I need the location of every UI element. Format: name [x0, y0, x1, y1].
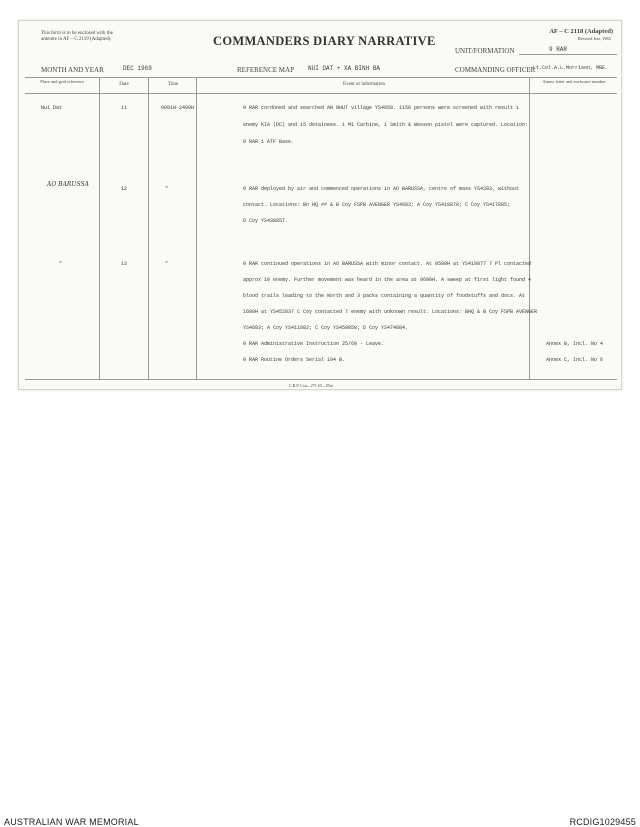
enclosure-note — [41, 31, 113, 43]
month-label: MONTH AND YEAR — [41, 66, 104, 74]
row2-line3: D Coy YS438857. — [243, 218, 289, 224]
extra-annex-1: Annex B, Incl. No 4 — [546, 341, 604, 347]
extra-annex-2: Annex C, Incl. No 6 — [546, 357, 604, 363]
row3-line4: 1600H at YS452837 C Coy contacted 7 enemy with unknown result. Locations: BHQ & B Coy FSPB AVENGER — [243, 309, 538, 315]
commanding-officer-value: Lt.Col.A.L.Morrison, MBE. — [533, 65, 609, 71]
row1-date: 11 — [121, 105, 128, 111]
row3-time: " — [165, 261, 169, 267]
reference-map-label: REFERENCE MAP — [237, 66, 294, 74]
archive-name: AUSTRALIAN WAR MEMORIAL — [4, 817, 139, 827]
row1-line3: 9 RAR 1 ATF Base. — [243, 139, 295, 145]
row3-line5: YS4683; A Coy YS411882; C Coy YS450858; D Coy YS474884. — [243, 325, 409, 331]
form-code: AF – C 2118 (Adapted) — [549, 28, 613, 35]
month-value: DEC 1969 — [123, 65, 152, 72]
diary-sheet — [18, 20, 622, 390]
commanding-officer-label: COMMANDING OFFICER — [455, 66, 536, 74]
archive-footer — [0, 405, 640, 827]
row3-place: " — [59, 261, 63, 267]
col-header-place: Place and grid reference — [40, 79, 84, 84]
row3-line3: blood trails leading to the North and 3 packs containing a quantity of foodstuffs and docs. At — [243, 293, 526, 299]
row2-line2: contact. Locations: Bn HQ ## & B Coy FSPB AVENGER YS4683; A Coy YS418870; C Coy YS417885; — [243, 202, 511, 208]
col-header-annex: Annex letter and enclosure number — [542, 79, 606, 84]
row1-line1: 9 RAR cordoned and searched AN NHUT village YS4058. 1150 persons were screened with result 1 — [243, 105, 520, 111]
reference-map-value: NUI DAT + XA BINH BA — [308, 65, 381, 72]
printer-imprint: C.B.P. Cou—271.65—85m — [289, 383, 333, 388]
row2-place: AO BARUSSA — [47, 181, 89, 188]
form-revised: Revised Jun, 1965 — [577, 36, 611, 41]
row2-time: " — [165, 186, 169, 192]
col-header-event: Event or information — [343, 82, 385, 87]
page-title: COMMANDERS DIARY NARRATIVE — [213, 34, 436, 48]
col-header-date: Date — [119, 82, 129, 87]
enclosure-note-line1: This form is to be enclosed with the — [41, 31, 113, 36]
row1-place: Nui Dat — [41, 105, 63, 111]
row3-line2: approx 10 enemy. Further movement was heard in the area at 0600H. A sweep at first light found 4 — [243, 277, 532, 283]
row1-line2: enemy KIA (DC) and 15 detainees. 1 M1 Carbine, 1 Smith & Wesson pistol were captured. Location: — [243, 122, 529, 128]
row2-date: 12 — [121, 186, 128, 192]
row1-time: 0001H-2400H — [161, 105, 195, 111]
col-header-time: Time — [167, 82, 179, 87]
enclosure-note-line2: amenite in AF – C 2119 (Adapted). — [41, 37, 112, 42]
extra-entry-2: 9 RAR Routine Orders Serial 194 B. — [243, 357, 346, 363]
unit-value: 9 RAR — [549, 46, 568, 53]
extra-entry-1: 9 RAR Administrative Instruction 25/69 - Leave. — [243, 341, 385, 347]
row3-date: 13 — [121, 261, 128, 267]
row2-line1: 9 RAR deployed by air and commenced operations in AO BARUSSA, centre of mass YS4283, without — [243, 186, 520, 192]
unit-label: UNIT/FORMATION — [455, 47, 515, 55]
archive-ref: RCDIG1029455 — [569, 817, 636, 827]
row3-line1: 9 RAR continued operations in AO BARUSSA with minor contact. At 0500H at YS419877 7 Pl contacted — [243, 261, 532, 267]
